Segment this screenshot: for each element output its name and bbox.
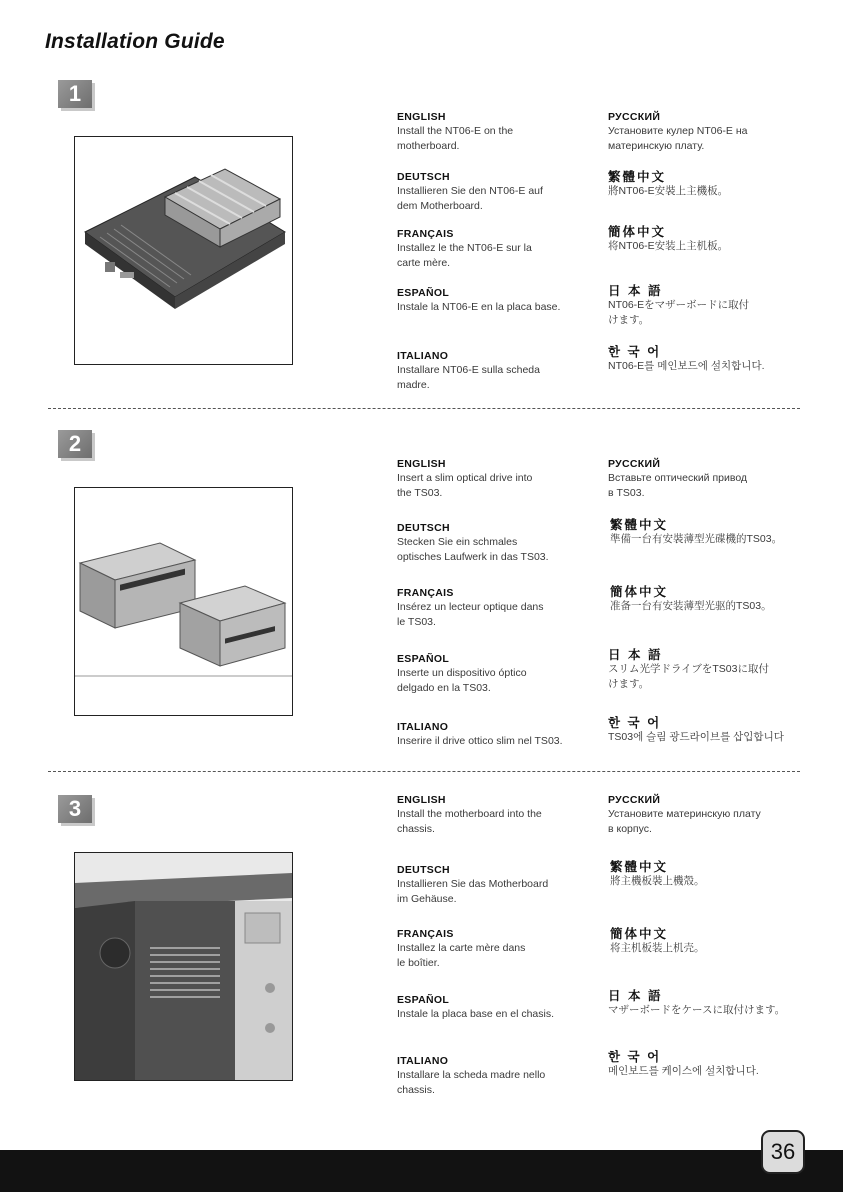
lang-block-deutsch xyxy=(397,170,607,214)
section-divider xyxy=(48,408,800,409)
language-label: 한 국 어 xyxy=(608,716,662,730)
instruction-text: Installez le the NT06-E sur la carte mère. xyxy=(397,242,532,269)
lang-block-japanese xyxy=(608,648,838,692)
instruction-text: Installieren Sie das Motherboard im Gehäuse. xyxy=(397,878,549,905)
lang-block-deutsch xyxy=(397,521,607,565)
optical-drive-enclosure-icon xyxy=(75,488,292,715)
step-number-badge: 3 xyxy=(58,795,92,823)
language-label: 한 국 어 xyxy=(608,1050,662,1064)
instruction-text: Вставьте оптический привод в TS03. xyxy=(608,472,748,499)
language-label: 日 本 語 xyxy=(608,648,663,662)
instruction-text: TS03에 슬림 광드라이브를 삽입합니다 xyxy=(608,731,784,743)
language-label: 簡体中文 xyxy=(610,927,669,941)
instruction-text: 将主机板装上机壳。 xyxy=(610,942,705,954)
language-label: 簡体中文 xyxy=(608,225,667,239)
language-label: ITALIANO xyxy=(397,350,449,362)
instruction-text: Inserire il drive ottico slim nel TS03. xyxy=(397,735,563,747)
instruction-text: Установите материнскую плату в корпус. xyxy=(608,808,761,835)
instruction-text: スリム光学ドライブをTS03に取付 けます。 xyxy=(608,663,769,690)
lang-block-russian xyxy=(608,457,838,501)
instruction-text: Instale la NT06-E en la placa base. xyxy=(397,301,561,313)
language-label: ENGLISH xyxy=(397,458,446,470)
instruction-text: NT06-Eをマザーボードに取付 けます。 xyxy=(608,299,750,326)
lang-block-simplified-chinese xyxy=(608,225,838,254)
lang-block-english xyxy=(397,457,607,501)
lang-block-japanese xyxy=(608,989,838,1018)
instruction-text: Stecken Sie ein schmales optisches Laufwerk in das TS03. xyxy=(397,536,549,563)
language-label: FRANÇAIS xyxy=(397,228,454,240)
language-label: 日 本 語 xyxy=(608,989,663,1003)
language-label: РУССКИЙ xyxy=(608,794,661,806)
language-label: 繁體中文 xyxy=(610,518,669,532)
instruction-text: Installieren Sie den NT06-E auf dem Motherboard. xyxy=(397,185,543,212)
instruction-text: Installare NT06-E sulla scheda madre. xyxy=(397,364,540,391)
lang-block-espanol xyxy=(397,286,607,315)
language-label: FRANÇAIS xyxy=(397,928,454,940)
lang-block-francais xyxy=(397,586,607,630)
instruction-text: Insérez un lecteur optique dans le TS03. xyxy=(397,601,544,628)
lang-block-traditional-chinese xyxy=(610,518,840,547)
chassis-photo xyxy=(74,852,293,1081)
lang-block-italiano xyxy=(397,1054,607,1098)
lang-block-japanese xyxy=(608,284,838,328)
language-label: РУССКИЙ xyxy=(608,111,661,123)
instruction-text: 將主機板裝上機殼。 xyxy=(610,875,705,887)
language-label: 한 국 어 xyxy=(608,345,662,359)
lang-block-english xyxy=(397,110,607,154)
lang-block-korean xyxy=(608,1050,838,1079)
motherboard-photo xyxy=(74,136,293,365)
language-label: DEUTSCH xyxy=(397,171,450,183)
chassis-interior-icon xyxy=(75,853,292,1080)
lang-block-espanol xyxy=(397,652,607,696)
language-label: FRANÇAIS xyxy=(397,587,454,599)
lang-block-russian xyxy=(608,110,838,154)
instruction-text: Inserte un dispositivo óptico delgado en la TS03. xyxy=(397,667,527,694)
footer-bar xyxy=(0,1150,843,1192)
optical-drive-photo xyxy=(74,487,293,716)
lang-block-italiano xyxy=(397,720,607,749)
language-label: 簡体中文 xyxy=(610,585,669,599)
instruction-text: 準備一台有安裝薄型光碟機的TS03。 xyxy=(610,533,783,545)
language-label: 日 本 語 xyxy=(608,284,663,298)
instruction-text: Installare la scheda madre nello chassis. xyxy=(397,1069,546,1096)
instruction-text: Installez la carte mère dans le boîtier. xyxy=(397,942,526,969)
language-label: ITALIANO xyxy=(397,721,449,733)
motherboard-with-cooler-icon xyxy=(75,137,292,364)
lang-block-italiano xyxy=(397,349,607,393)
language-label: ESPAÑOL xyxy=(397,287,450,299)
instruction-text: Insert a slim optical drive into the TS03. xyxy=(397,472,533,499)
language-label: ITALIANO xyxy=(397,1055,449,1067)
lang-block-traditional-chinese xyxy=(608,170,838,199)
instruction-text: Install the motherboard into the chassis. xyxy=(397,808,542,835)
lang-block-russian xyxy=(608,793,838,837)
instruction-text: Установите кулер NT06-E на материнскую плату. xyxy=(608,125,748,152)
instruction-text: 將NT06-E安裝上主機板。 xyxy=(608,185,729,197)
instruction-text: 准备一台有安装薄型光驱的TS03。 xyxy=(610,600,772,612)
lang-block-espanol xyxy=(397,993,607,1022)
lang-block-korean xyxy=(608,345,838,374)
lang-block-traditional-chinese xyxy=(610,860,840,889)
language-label: ESPAÑOL xyxy=(397,653,450,665)
language-label: ENGLISH xyxy=(397,111,446,123)
language-label: РУССКИЙ xyxy=(608,458,661,470)
instruction-text: NT06-E를 메인보드에 설치합니다. xyxy=(608,360,765,372)
instruction-text: マザーボードをケースに取付けます。 xyxy=(608,1004,786,1016)
lang-block-simplified-chinese xyxy=(610,585,840,614)
page-number: 36 xyxy=(761,1130,805,1174)
language-label: 繁體中文 xyxy=(610,860,669,874)
step-number-badge: 1 xyxy=(58,80,92,108)
language-label: DEUTSCH xyxy=(397,864,450,876)
step-number-badge: 2 xyxy=(58,430,92,458)
language-label: ESPAÑOL xyxy=(397,994,450,1006)
instruction-text: 메인보드를 케이스에 설치합니다. xyxy=(608,1065,759,1077)
language-label: DEUTSCH xyxy=(397,522,450,534)
instruction-text: Install the NT06-E on the motherboard. xyxy=(397,125,514,152)
language-label: ENGLISH xyxy=(397,794,446,806)
section-divider xyxy=(48,771,800,772)
lang-block-english xyxy=(397,793,607,837)
instruction-text: Instale la placa base en el chasis. xyxy=(397,1008,555,1020)
lang-block-korean xyxy=(608,716,838,745)
language-label: 繁體中文 xyxy=(608,170,667,184)
instruction-text: 将NT06-E安装上主机板。 xyxy=(608,240,729,252)
lang-block-francais xyxy=(397,227,607,271)
lang-block-simplified-chinese xyxy=(610,927,840,956)
page-title: Installation Guide xyxy=(45,30,225,53)
lang-block-deutsch xyxy=(397,863,607,907)
lang-block-francais xyxy=(397,927,607,971)
